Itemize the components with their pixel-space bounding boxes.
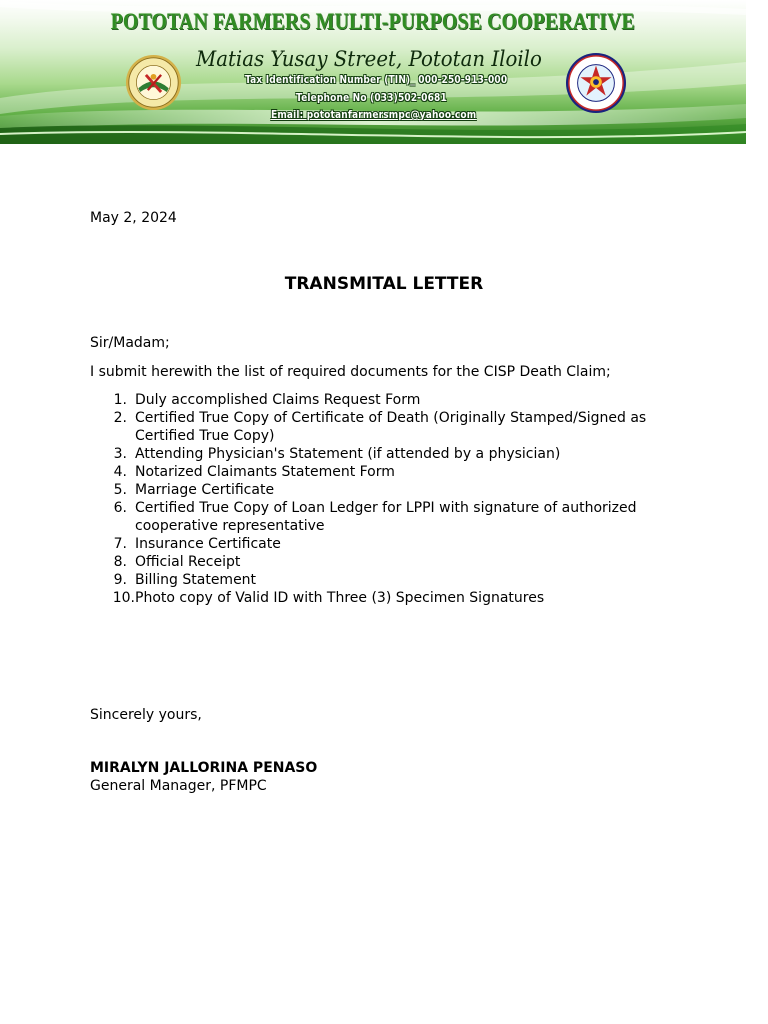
list-item-text: [135, 409, 670, 445]
list-item-number: 10.: [112, 590, 135, 606]
list-item-number: 6.: [113, 500, 127, 516]
list-item-text: Notarized Claimants Statement Form: [135, 464, 395, 480]
list-item-text: Billing Statement: [135, 572, 257, 588]
signatory-position: General Manager, PFMPC: [90, 778, 267, 794]
organization-name: POTOTAN FARMERS MULTI-PURPOSE COOPERATIVE: [110, 9, 635, 34]
list-item-line: Certified True Copy of Loan Ledger for LPPI with signature of authorized: [135, 500, 637, 516]
required-documents-list: [90, 391, 670, 607]
list-item: [90, 589, 670, 607]
organization-address: Matias Yusay Street, Pototan Iloilo: [196, 47, 542, 71]
list-item-number: 1.: [113, 392, 127, 408]
list-item-line: Certified True Copy of Certificate of Death (Originally Stamped/Signed as: [135, 410, 647, 426]
letter-closing: Sincerely yours,: [90, 707, 202, 723]
list-item-number: 9.: [113, 572, 127, 588]
letter-title: TRANSMITAL LETTER: [284, 274, 484, 294]
letterhead-banner: [0, 0, 746, 144]
email-line: Email: pototanfarmersmpc@yahoo.com: [271, 108, 477, 121]
list-item-number: 5.: [113, 482, 127, 498]
list-item-number: 8.: [113, 554, 127, 570]
letter-date: May 2, 2024: [90, 210, 177, 226]
cooperative-seal-logo: [125, 54, 182, 111]
list-item-number: 3.: [113, 446, 127, 462]
list-item-number: 2.: [113, 410, 127, 426]
list-item: [90, 553, 670, 571]
list-item: [90, 571, 670, 589]
list-item: [90, 445, 670, 463]
list-item-text: Duly accomplished Claims Request Form: [135, 392, 421, 408]
cda-seal-logo: [565, 52, 627, 114]
list-item: [90, 409, 670, 445]
list-item-number: 4.: [113, 464, 127, 480]
telephone-line: Telephone No (033)502-0681: [296, 91, 447, 104]
list-item-text: Insurance Certificate: [135, 536, 281, 552]
list-item: [90, 391, 670, 409]
list-item: [90, 463, 670, 481]
tin-line: Tax Identification Number (TIN)_ 000-250-913-000: [245, 73, 508, 86]
list-item-text: Photo copy of Valid ID with Three (3) Specimen Signatures: [135, 590, 545, 606]
list-item: [90, 481, 670, 499]
list-item-text: [135, 499, 670, 535]
list-item-text: Attending Physician's Statement (if attended by a physician): [135, 446, 561, 462]
letter-intro: I submit herewith the list of required documents for the CISP Death Claim;: [90, 364, 611, 380]
list-item-number: 7.: [113, 536, 127, 552]
list-item-line-continued: cooperative representative: [135, 518, 325, 534]
signatory-name: MIRALYN JALLORINA PENASO: [90, 760, 318, 776]
list-item-text: Official Receipt: [135, 554, 241, 570]
list-item: [90, 499, 670, 535]
letter-salutation: Sir/Madam;: [90, 335, 170, 351]
list-item: [90, 535, 670, 553]
list-item-text: Marriage Certificate: [135, 482, 275, 498]
list-item-line-continued: Certified True Copy): [135, 428, 275, 444]
